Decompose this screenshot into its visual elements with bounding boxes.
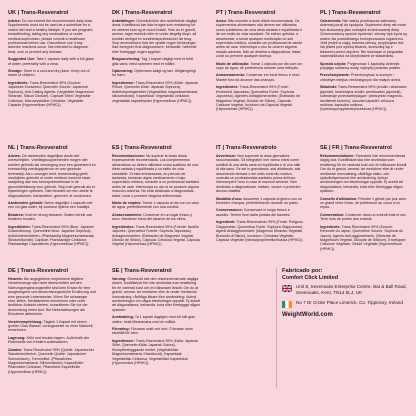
advice-text: Aviso: Não exceder a dose diária recomendada. Os suplementos alimentares não devem ser utilizados como substitutos de uma dieta variada e equilibrada e de um estilo de vida saudável. Se estiver grávida, a amamentar, a tomar qualquer medicação ou sob supervisão médica, consulte um profissional de saúde antes de usar. Interrompa o uso se ocorrer alguma reação adversa. Não se destina a diagnosticar, tratar, curar ou prevenir qualquer doença. — [216, 19, 303, 59]
use-text: Verzehrempfehlung: Täglich 1 Kapsel mit einem großen Glas Wasser, vorzugsweise zu einer Mahlzeit, einnehmen. — [8, 319, 94, 333]
use-text: Conseils d'utilisation: Prendre 1 gélule par jour avec un grand verre d'eau, de préférence au cours d'un repas. — [320, 196, 407, 210]
storage-text: Przechowywanie: Przechowywać w suchym i chłodnym miejscu niedostępnym dla małych dzieci. — [320, 73, 402, 82]
uk-address: Unit 8, Sevenoaks Enterprise Centre, Bat & Ball Road, Sevenoaks, Kent, TN14 5LJ, UK — [296, 284, 407, 295]
panel-heading: IT | Trans-Resveratrolo — [216, 145, 277, 151]
panel-de — [0, 268, 104, 393]
panel-heading: SE | Trans-Resveratrol — [112, 268, 172, 274]
advice-text: Recomendaciones: No superar la dosis diaria expresamente recomendada. Los complementos alimenticios no deben utilizarse como sustituto de una dieta variada y equilibrada y un estilo de vida saludable. Si está embarazada, en periodo de lactancia, tomando algún medicamento o bajo supervisión médica, consulte a un profesional sanitario antes de usar. Interrumpa su uso si se produce alguna reacción adversa. No está destinado a diagnosticar, tratar, curar o prevenir ninguna enfermedad. — [112, 154, 200, 198]
ie-address-row — [282, 300, 412, 308]
advice-text: Advice: Do not exceed the recommended daily dose. Supplements must not be used as a substitute for a varied diet and a healthy lifestyle. If you are pregnant, breastfeeding, taking any medications or under medical supervision, please consult a healthcare professional before use. Discontinue use if any adverse reactions occur. Not intended to diagnose, treat, cure or prevent any disease. — [8, 19, 94, 54]
panel-heading: DE | Trans-Resveratrol — [8, 268, 69, 274]
ingredients-text: Ingredientes: Trans-Resveratrol 99% (Fuente: Nudillo Japonés, Quercetina Fuente: Sophora Japonesa), Antiaglomerantes: (Estearato de Magnesio Vegetal, Dióxido de Silicio), Cápsula: Celulosa Vegetal, Cápsula Vegetal (Hipromelosa (HPMC)). — [112, 224, 200, 247]
panel-es — [104, 145, 208, 265]
panel-it — [208, 145, 312, 265]
use-text: Sposób użycia: Przyjmować 1 kapsułkę dziennie, popijając szklanką wody, najlepiej podczas posiłku. — [320, 61, 402, 71]
panel-heading: PT | Trans-Resveratrol — [216, 10, 276, 16]
panel-uk — [0, 10, 104, 135]
advice-text: Rekommendationer: Överskrid inte rekommenderad daglig dos. Kosttillskott ska inte användas som ersättning för en varierad kost och en hälsosam livsstil. Om du är gravid, ammar, tar mediciner eller är under medicinsk övervakning, rådfråga hälso- och sjukvårdspersonal före användning. Avbryt användningen om biverkningar uppstår. Ej avsett att diagnostisera, behandla, bota eller förebygga någon sjukdom. — [320, 154, 408, 194]
storage-text: Almacenamiento: Conservar en un lugar fresco y seco. Mantener fuera del alcance de los niños. — [112, 212, 193, 222]
use-text: Användning: Ta 1 kapsel dagligen med ett fullt glas vatten, helst tillsammans med en måltid. — [112, 315, 195, 324]
advice-text: Ostrzeżenia: Nie należy przekraczać zalecanej dziennej porcji do spożycia. Suplement diety nie może być stosowany jako substytut zróżnicowanej diety. Zrównoważony sposób żywienia i zdrowy tryb życia są ważne dla prawidłowego funkcjonowania organizmu. Jeśli jesteś w ciąży, karmisz piersią, przyjmujesz leki lub jesteś pod opieką lekarza, skonsultuj się z lekarzem przed użyciem. Nie stosować w przypadku nadwrażliwości na którykolwiek ze składników. — [320, 19, 407, 59]
use-text: Brugsanvisning: Tag 1 kapsel dagligt med et fuldt glas vand, helst sammen med et måltid. — [112, 57, 193, 66]
storage-text: Conservation: Conserver dans un endroit frais et sec. Tenir hors de portée des enfants. — [320, 212, 407, 222]
ie-address: No 7 Dr Croke Place Limerick, Co. Tipperary, Ireland — [296, 300, 403, 305]
use-text: Modo de empleo: Tomar 1 cápsula al día con un vaso de agua, preferiblemente con una comida. — [112, 201, 200, 210]
storage-text: Conservazione: Conservare in luogo fresco e asciutto. Tenere fuori dalla portata dei bambini. — [216, 208, 291, 217]
storage-text: Lagerung: Kühl und trocken lagern. Außerhalb der Reichweite von Kindern aufbewahren. — [8, 335, 90, 345]
website-text: WeightWorld.com — [282, 312, 333, 318]
ingredients-text: Ingrédients: Trans-Resvératrol 99% (Source: Renouée du Japon, Quercétine Source: Sophora du Japon), Agents Anti-agglomérants: (Stéarate de Magnésium Végétal, Dioxyde de Silicium), Enveloppe: Cellulose Végétale, Gélule Végétale (Hypromellose (HPMC)). — [320, 224, 407, 251]
panel-se-fr — [312, 145, 416, 265]
panel-heading: NL | Trans-Resveratrol — [8, 145, 68, 151]
ingredients-text: Składniki: Trans-Resweratrol 99% (źródło: rdestowiec japoński, kwercetyna źródło: perełkowiec japoński), substancje przeciwzbrylające: (stearynian magnezu, dwutlenek krzemu), otoczka kapsułki: celuloza roślinna, kapsułka roślinna (hydroksypropylometyloceluloza (HPMC)). — [320, 85, 407, 112]
ingredients-text: Ingredients: Trans-Resveratrol 99% (Source: Japanese Knotweed, Quercetin Source: Japanese Sophora), Anti-Caking Agents: (Vegetable Magnesium Stearate, Silicon Dioxide), Capsule Shell: Vegetable Cellulose, Microcrystalline Cellulose, Vegetable Capsule (Hypromellose (HPMC)). — [8, 80, 94, 107]
ingredients-text: Ingrediënten: Trans-Resveratrol 99% (Bron: Japanse Duizendknoop, Quercetine Bron: Japanse Sophora), Antiklontermiddelen: (Plantaardig Magnesiumstearaat, Siliciumdioxide), Capsule: Plantaardige Cellulose, Plantaardige Capsulehuls (Hypromellose (HPMC)). — [8, 224, 95, 247]
advice-text: Avvertenze: Non superare la dose giornaliera raccomandata. Gli integratori non vanno intesi come sostituti di una dieta varia ed equilibrata e di uno stile di vita sano. Se sei in gravidanza, stai allattando, stai assumendo farmaci o sei sotto controllo medico, consulta un professionista sanitario prima dell'uso. Interrompere l'uso in caso di reazioni avverse. Non destinato a diagnosticare, trattare, curare o prevenire alcuna malattia. — [216, 154, 301, 194]
storage-text: Bewaren: Koel en droog bewaren. Buiten bereik van kinderen houden. — [8, 212, 93, 222]
ingredients-text: Ingredienser: Trans-Resveratrol 99% (Kilde: Japansk Pileurt, Quercetin Kilde: Japansk Sophora), Antiklumpningsmidler (Vegetabilsk magnesiumstearat, siliciumdioxid), Kapselskal: Vegetabilsk cellulose, vegetabilsk kapselhylster (Hypromellose (HPMC)). — [112, 80, 199, 103]
panel-dk — [104, 10, 208, 135]
advice-text: Anbefalinger: Overskrid ikke den anbefalede daglige dosis. Kosttilskud bør ikke bruges som erstatning for en varieret kost og en sund livsstil. Hvis du er gravid, ammer, tager medicin eller er under lægelig tilsyn, så kontakt venligst en sundhedsprofessionel før brug. Stop anvendelsen hvis der opstår nogen bivirkninger. Ikke beregnet til at diagnosticere, behandle, helbrede eller forebygge nogen sygdom. — [112, 19, 198, 54]
ingredients-text: Ingredientes: Trans-Resveratrol 99% (Fonte: Knotweed Japonesa, Quercetina Fonte: Sophora Japonesa), Agentes Antiaglomerantes: (Estearato de Magnésio Vegetal, Dióxido de Silício), Cápsula: Celulose Vegetal, Invólucro da Cápsula Vegetal (Hipromelose (HPMC)). — [216, 85, 301, 112]
panel-heading: PL | Trans-Resweratrol — [320, 10, 381, 16]
advice-text: Advies: De aanbevolen dagelijkse dosis niet overschrijden. Voedingssupplementen mogen niet worden gebruikt als vervanging voor een gevarieerd en evenwichtig voedingspatroon en een gezonde levensstijl. Als u zwanger bent, borstvoeding geeft, medicijnen gebruikt of onder medisch toezicht staat, raadpleeg dan een beroepsbeoefenaar in de gezondheidszorg voor gebruik. Stop met gebruik als er bijwerkingen optreden. Niet bedoeld om een ziekte te diagnosticeren, behandelen, genezen of voorkomen. — [8, 154, 96, 198]
ireland-flag-icon — [282, 301, 292, 308]
storage-text: Förvaring: Förvaras svalt och torrt. Förvaras utom räckhåll för barn. — [112, 327, 193, 336]
maker-divider — [276, 268, 277, 388]
ingredients-text: Ingredienti: Trans-Resveratrolo 99% (Fonte: Poligono Giapponese, Quercetina Fonte: Sophora Giapponese), Agenti Antiagglomeranti: (Magnesio Stearato Vegetale, Biossido di Silicio), Involucro: Cellulosa Vegetale, Capsula Vegetale (Idrossipropilmetilcellulosa (HPMC)). — [216, 220, 304, 242]
uk-address-row — [282, 284, 412, 296]
maker-title: Fabricado por: — [282, 268, 323, 274]
storage-text: Storage: Store in a cool and dry place. Keep out of reach of children. — [8, 69, 90, 78]
uk-flag-icon — [282, 285, 292, 292]
use-text: Modalità d'uso: Assumere 1 capsula al giorno con un bicchiere d'acqua, preferibilmente durante un pasto. — [216, 196, 303, 206]
ingredients-text: Zutaten: Trans-Resveratrol 99% (Quelle: Japanischer Staudenknöterich, Quercetin Quelle: Japanischer Schnurbaum), Trennmittel: (Pflanzliches Magnesiumstearat, Siliciumdioxid), Kapselhülle: Pflanzliche Cellulose, Pflanzliche Kapselhülle (Hypromellose (HPMC)). — [8, 347, 94, 374]
ingredients-text: Ingredienser: Trans-Resveratrol 99% (Källa: Japansk Slide, Quercetin Källa: Japansk Sofora), Klumpförebyggande medel: (Vegetabiliskt Magnesiumstearat, Kiseldioxid), Kapselskal: Vegetabilisk Cellulosa, Vegetabiliskt Kapselskal (Hypromellos (HPMC)). — [112, 338, 199, 365]
panel-pt — [208, 10, 312, 135]
panel-heading: ES | Trans-Resveratrol — [112, 145, 172, 151]
panel-heading: DK | Trans-Resveratrol — [112, 10, 173, 16]
storage-text: Armazenamento: Conservar em local fresco e seco. Manter fora do alcance das crianças. — [216, 73, 301, 82]
use-text: Aanbevolen gebruik: Neem dagelijks 1 capsule met een vol glas water, bij voorkeur tijdens een maaltijd. — [8, 201, 93, 210]
advice-text: Varning: Överskrid inte den rekommenderade dagliga dosen. Kosttillskott bör inte användas som ersättning för en varierad kost och en hälsosam livsstil. Om du är gravid, ammar, tar mediciner eller är under medicinsk övervakning, rådfråga läkare före användning. Avbryt användningen om några biverkningar uppstår. Ej avsett att diagnostisera, behandla, bota eller förebygga någon sjukdom. — [112, 277, 200, 312]
maker-company: Comfort Click Limited — [282, 275, 339, 281]
panel-pl — [312, 10, 416, 135]
manufacturer-block — [282, 268, 412, 318]
panel-nl — [0, 145, 104, 265]
advice-text: Hinweis: Die angegebene empfohlene tägliche Verzehrmenge darf nicht überschritten werden. Nahrungsergänzungsmittel sind kein Ersatz für eine ausgewogene und abwechslungsreiche Ernährung und eine gesunde Lebensweise. Wenn Sie schwanger sind, stillen, Medikamente einnehmen oder unter ärztlicher Aufsicht stehen, konsultieren Sie vor der Anwendung einen Arzt. Bei Nebenwirkungen die Einnahme abbrechen. — [8, 277, 96, 317]
panel-heading: UK | Trans-Resveratrol — [8, 10, 69, 16]
panel-se — [104, 268, 208, 393]
use-text: Suggested Use: Take 1 capsule daily with a full glass of water, preferably with a meal. — [8, 57, 94, 66]
storage-text: Opbevaring: Opbevares køligt og tørt. Utilgængeligt for børn. — [112, 69, 196, 78]
use-text: Modo de utilização: Tomar 1 cápsula por dia com um copo de água, de preferência durante uma refeição. — [216, 61, 303, 71]
panel-heading: SE | FR | Trans-Resveratrol — [320, 145, 392, 151]
